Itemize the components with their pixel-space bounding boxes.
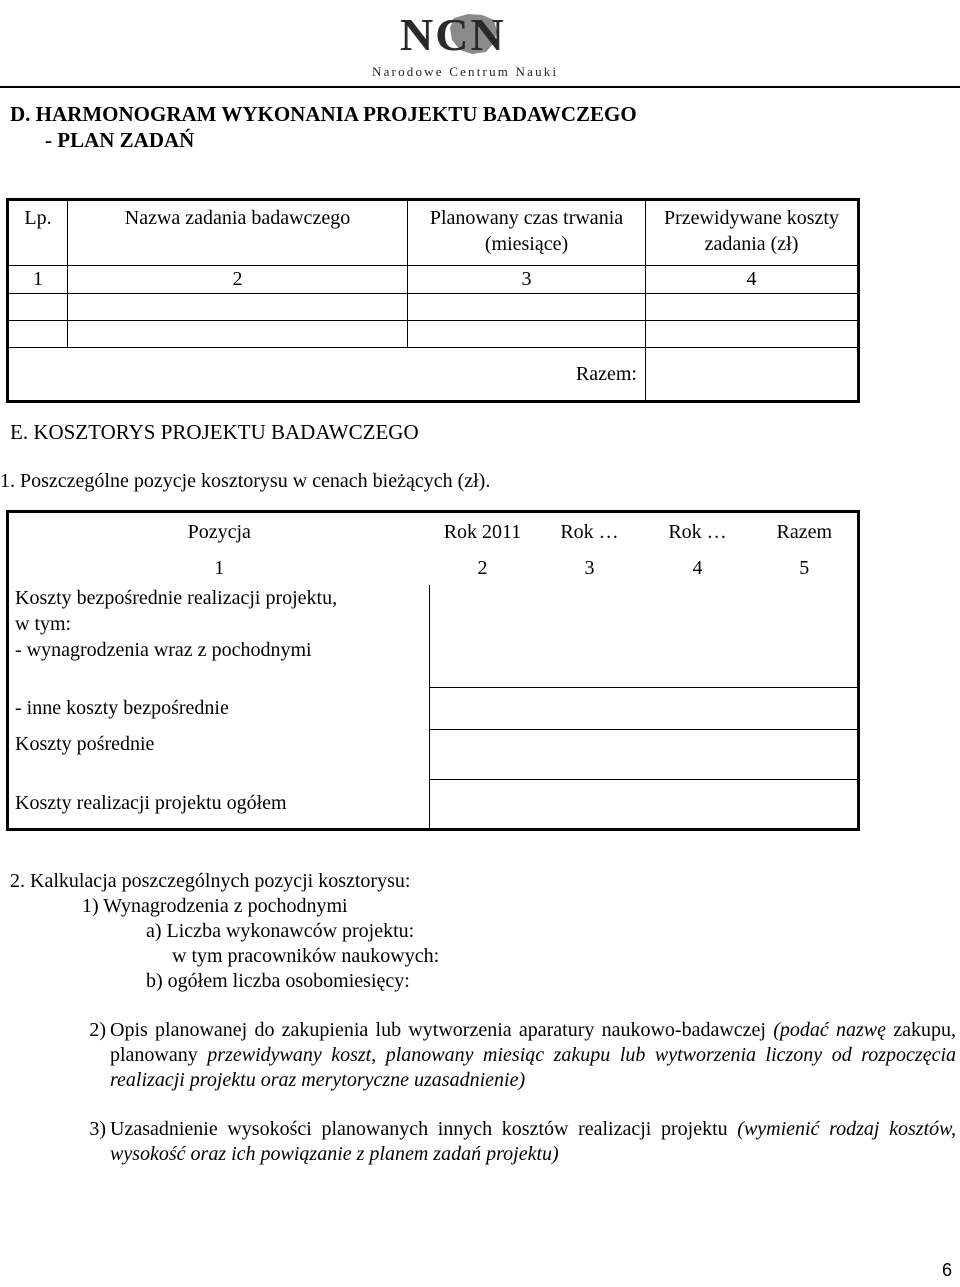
- header-year-2011: Rok 2011: [443, 520, 522, 543]
- table-cell[interactable]: [646, 294, 859, 321]
- table-cell[interactable]: [408, 294, 646, 321]
- section-2-title: 2. Kalkulacja poszczególnych pozycji kosztorysu:: [10, 870, 411, 892]
- table-row: [8, 687, 859, 729]
- equipment-italic-1: (podać nazwę: [773, 1019, 887, 1041]
- col-number: 3: [408, 266, 646, 294]
- header-duration-line2: (miesiące): [484, 233, 569, 255]
- item-equipment: [10, 1018, 956, 1093]
- col-number: 1: [8, 266, 68, 294]
- header-task-name: Nazwa zadania badawczego: [68, 200, 408, 266]
- table-row: [8, 294, 859, 321]
- header-divider: [0, 86, 960, 88]
- total-label: Razem:: [8, 348, 646, 402]
- table-cell[interactable]: [68, 321, 408, 348]
- row-label-line2: w tym:: [15, 613, 72, 635]
- cost-estimate-table: [6, 510, 860, 831]
- item-number: 3): [89, 1118, 106, 1140]
- table-row: [8, 321, 859, 348]
- logo-letters: NCN: [400, 9, 506, 60]
- item-researchers-count: w tym pracowników naukowych:: [172, 945, 440, 967]
- equipment-text: Opis planowanej do zakupienia lub wytworzenia aparatury naukowo-badawczej: [110, 1019, 766, 1041]
- item-person-months: b) ogółem liczba osobomiesięcy:: [146, 970, 410, 992]
- table-cell[interactable]: [8, 321, 68, 348]
- header-costs-line2: zadania (zł): [704, 233, 799, 255]
- table-cell[interactable]: [646, 321, 859, 348]
- table-cell[interactable]: [430, 729, 859, 779]
- col-number: 4: [692, 556, 703, 579]
- equipment-italic-2: przewidywany koszt, planowany miesiąc zakupu lub wytworzenia liczony od rozpoczęcia realizacji projektu oraz merytoryczne uzasadnienie): [110, 1044, 956, 1091]
- item-salaries: 1) Wynagrodzenia z pochodnymi: [82, 895, 348, 917]
- logo-name: Narodowe Centrum Nauki: [372, 64, 559, 79]
- section-e-heading: E. KOSZTORYS PROJEKTU BADAWCZEGO: [10, 420, 419, 444]
- header-lp: Lp.: [8, 200, 68, 266]
- col-number: 5: [799, 556, 810, 579]
- table-cell[interactable]: [430, 585, 859, 687]
- total-cell[interactable]: [646, 348, 859, 402]
- row-label: Koszty pośrednie: [8, 729, 430, 779]
- header-position: Pozycja: [187, 520, 251, 543]
- header-year: Rok …: [560, 520, 619, 543]
- table-header-row: [8, 200, 859, 266]
- col-number: 3: [584, 556, 595, 579]
- item-equipment-text: [110, 1018, 956, 1093]
- other-costs-italic: (wymienić rodzaj kosztów, wysokość oraz ich powiązanie z planem zadań projektu): [110, 1118, 956, 1165]
- row-label: - inne koszty bezpośrednie: [8, 687, 430, 729]
- col-number: 4: [646, 266, 859, 294]
- col-number: 2: [68, 266, 408, 294]
- col-number: 1: [214, 556, 225, 579]
- item-contractors-count: a) Liczba wykonawców projektu:: [146, 920, 415, 942]
- table-row: [8, 779, 859, 829]
- section-d-line2: - PLAN ZADAŃ: [45, 128, 195, 152]
- cost-calculation-section: [10, 869, 956, 1167]
- section-e-subheading: 1. Poszczególne pozycje kosztorysu w cenach bieżących (zł).: [0, 470, 491, 492]
- task-schedule-table: [6, 198, 860, 403]
- table-cell[interactable]: [430, 779, 859, 829]
- row-label: - wynagrodzenia wraz z pochodnymi: [8, 637, 430, 687]
- table-cell[interactable]: [68, 294, 408, 321]
- equipment-mid: zakupu, planowany: [110, 1019, 957, 1066]
- table-row: [8, 729, 859, 779]
- section-d-line1: D. HARMONOGRAM WYKONANIA PROJEKTU BADAWCZEGO: [10, 102, 637, 126]
- header-total: Razem: [776, 520, 833, 543]
- item-number: 2): [89, 1019, 106, 1041]
- total-row: [8, 348, 859, 402]
- item-other-costs-text: [110, 1117, 956, 1167]
- table-header-row: [8, 512, 859, 552]
- table-cell[interactable]: [8, 294, 68, 321]
- row-label: Koszty realizacji projektu ogółem: [8, 779, 430, 829]
- col-number: 2: [477, 556, 488, 579]
- column-number-row: [8, 266, 859, 294]
- row-label-line1: Koszty bezpośrednie realizacji projektu,: [15, 587, 338, 609]
- row-label: [8, 585, 430, 637]
- header-duration-line1: Planowany czas trwania: [429, 207, 624, 229]
- header-costs: [646, 200, 859, 266]
- section-d-heading: [10, 101, 637, 153]
- header-year: Rok …: [668, 520, 727, 543]
- header-costs-line1: Przewidywane koszty: [664, 207, 839, 229]
- page-number: 6: [941, 1260, 952, 1280]
- table-row: [8, 585, 859, 637]
- table-cell[interactable]: [408, 321, 646, 348]
- item-other-costs: [10, 1117, 956, 1167]
- ncn-logo: [370, 6, 560, 82]
- table-cell[interactable]: [430, 687, 859, 729]
- header-duration: [408, 200, 646, 266]
- other-costs-text: Uzasadnienie wysokości planowanych innych kosztów realizacji projektu: [110, 1118, 728, 1140]
- column-number-row: [8, 551, 859, 585]
